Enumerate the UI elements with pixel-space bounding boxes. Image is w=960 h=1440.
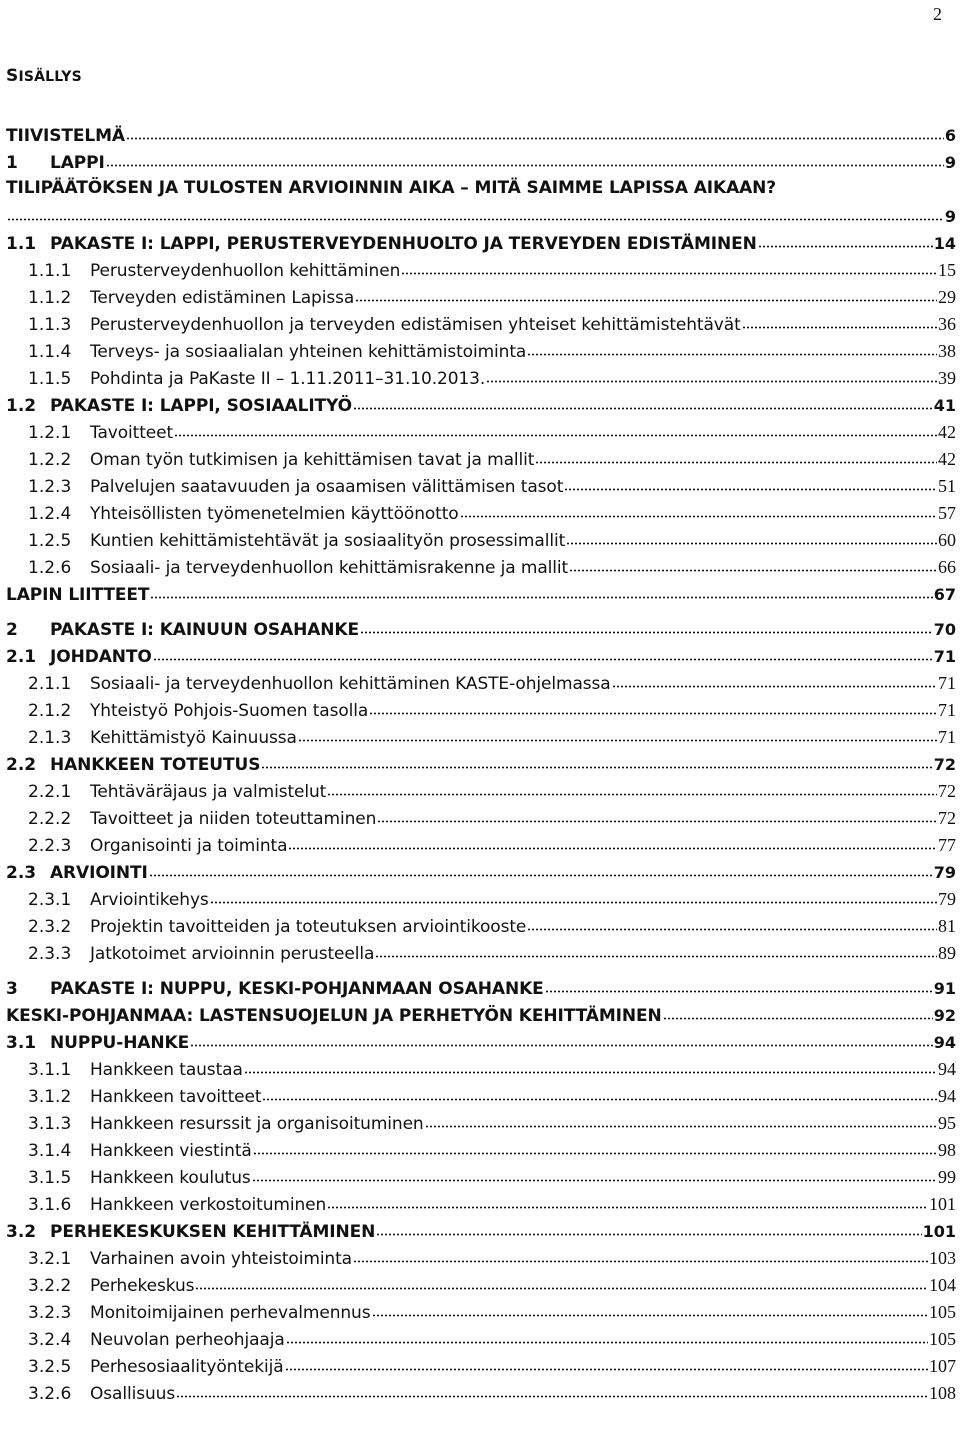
toc-entry-number: 3 <box>6 979 18 999</box>
toc-entry-number: 1.1 <box>6 234 37 254</box>
toc-entry-leader <box>372 1302 929 1319</box>
toc-entry-leader <box>298 727 937 744</box>
toc-entry-page: 81 <box>938 916 956 936</box>
toc-entry-title: Tavoitteet ja niiden toteuttaminen <box>90 809 377 829</box>
toc-entry-page: 57 <box>938 503 956 523</box>
toc-entry-leader <box>253 1140 937 1157</box>
toc-entry-page: 51 <box>938 476 956 496</box>
toc-heading-rest: ISÄLLYS <box>18 69 82 85</box>
toc-entry-main[interactable] <box>6 861 956 888</box>
toc-entry-leader <box>742 314 937 331</box>
toc-entry-leader <box>375 943 937 960</box>
toc-entry-page: 94 <box>938 1059 956 1079</box>
toc-entry-page: 107 <box>929 1356 956 1376</box>
toc-entry-leader <box>527 916 937 933</box>
toc-entry-title: NUPPU-HANKE <box>50 1033 190 1053</box>
toc-entry-leader <box>7 206 944 223</box>
toc-entry-sub[interactable] <box>6 286 956 313</box>
toc-entry-leader <box>355 287 937 304</box>
toc-entry-number: 1.1.4 <box>28 342 72 362</box>
toc-entry-title: HANKKEEN TOTEUTUS <box>50 755 261 775</box>
toc-entry-leader <box>353 1248 928 1265</box>
toc-entry-leader <box>377 808 937 825</box>
toc-entry-page: 71 <box>938 673 956 693</box>
toc-entry-number: 1.2.5 <box>28 531 72 551</box>
toc-entry-number: 2 <box>6 620 18 640</box>
toc-entry-leader <box>327 781 937 798</box>
toc-entry-title: Perusterveydenhuollon ja terveyden edistämisen yhteiset kehittämistehtävät <box>90 315 741 335</box>
toc-entry-number: 2.3.3 <box>28 944 72 964</box>
toc-entry-title: Hankkeen koulutus <box>90 1168 251 1188</box>
toc-entry-title: Osallisuus <box>90 1384 176 1404</box>
toc-entry-title: Pohdinta ja PaKaste II – 1.11.2011–31.10.2013. <box>90 369 486 389</box>
toc-entry-number: 1.2.2 <box>28 450 72 470</box>
toc-entry-sub[interactable] <box>6 1328 956 1355</box>
toc-entry-title: Oman työn tutkimisen ja kehittämisen tavat ja mallit <box>90 450 535 470</box>
toc-heading <box>6 66 82 86</box>
toc-entry-main[interactable] <box>6 151 956 178</box>
toc-entry-sub[interactable] <box>6 1166 956 1193</box>
toc-entry-number: 1.1.3 <box>28 315 72 335</box>
toc-entry-sub[interactable] <box>6 502 956 529</box>
toc-entry-number: 1.1.2 <box>28 288 72 308</box>
toc-entry-page: 103 <box>929 1248 956 1268</box>
toc-entry-sub[interactable] <box>6 1301 956 1328</box>
toc-entry-page: 71 <box>938 700 956 720</box>
toc-entry-sub[interactable] <box>6 556 956 583</box>
toc-entry-leader <box>174 422 937 439</box>
toc-entry-leader <box>353 395 933 412</box>
toc-entry-number: 2.1.2 <box>28 701 72 721</box>
toc-entry-leader <box>106 152 944 169</box>
toc-entry-number: 3.1.6 <box>28 1195 72 1215</box>
toc-entry-leader <box>150 584 932 601</box>
toc-entry-title: Tehtäväräjaus ja valmistelut <box>90 782 327 802</box>
toc-entry-leader <box>126 125 944 142</box>
toc-entry-title: Neuvolan perheohjaaja <box>90 1330 285 1350</box>
toc-entry-title: Perusterveydenhuollon kehittäminen <box>90 261 401 281</box>
toc-entry-number: 1 <box>6 153 18 173</box>
toc-entry-number: 2.2.2 <box>28 809 72 829</box>
toc-entry-title: LAPPI <box>50 153 105 173</box>
toc-entry-page: 66 <box>938 557 956 577</box>
page-number: 2 <box>933 4 942 24</box>
toc-entry-sub[interactable] <box>6 699 956 726</box>
toc-entry-page: 15 <box>938 260 956 280</box>
toc-entry-page: 9 <box>944 153 956 172</box>
toc-entry-main[interactable] <box>6 124 956 151</box>
toc-entry-number: 3.1.4 <box>28 1141 72 1161</box>
toc-entry-page: 99 <box>938 1167 956 1187</box>
toc-entry-title: ARVIOINTI <box>50 863 148 883</box>
toc-entry-number: 1.1.1 <box>28 261 72 281</box>
toc-entry-title: Hankkeen tavoitteet <box>90 1087 262 1107</box>
toc-entry-page: 42 <box>938 422 956 442</box>
toc-entry-main[interactable] <box>6 178 956 205</box>
toc-entry-title: JOHDANTO <box>50 647 152 667</box>
toc-entry-number: 2.1 <box>6 647 37 667</box>
toc-entry-title: PAKASTE I: KAINUUN OSAHANKE <box>50 620 359 640</box>
toc-entry-page: 60 <box>938 530 956 550</box>
toc-entry-leader <box>288 835 937 852</box>
toc-entry-sub[interactable] <box>6 340 956 367</box>
toc-entry-number: 1.2.6 <box>28 558 72 578</box>
toc-entry-title: TIIVISTELMÄ <box>6 126 125 146</box>
toc-entry-number: 1.2 <box>6 396 37 416</box>
toc-entry-sub[interactable] <box>6 1058 956 1085</box>
toc-entry-title: Monitoimijainen perhevalmennus <box>90 1303 371 1323</box>
toc-entry-page: 14 <box>933 234 956 253</box>
toc-entry-sub[interactable] <box>6 726 956 753</box>
toc-entry-page: 77 <box>938 835 956 855</box>
toc-entry-leader <box>545 978 933 995</box>
toc-entry-number: 3.2.2 <box>28 1276 72 1296</box>
toc-entry-title: Sosiaali- ja terveydenhuollon kehittäminen KASTE-ohjelmassa <box>90 674 611 694</box>
toc-entry-number: 1.1.5 <box>28 369 72 389</box>
toc-entry-number: 3.2.4 <box>28 1330 72 1350</box>
toc-entry-page: 95 <box>938 1113 956 1133</box>
toc-entry-main[interactable] <box>6 1031 956 1058</box>
toc-entry-sub[interactable] <box>6 1085 956 1112</box>
toc-entry-page: 72 <box>938 808 956 828</box>
toc-entry-title: Perhesosiaalityöntekijä <box>90 1357 284 1377</box>
toc-entry-sub[interactable] <box>6 367 956 394</box>
toc-heading-initial: S <box>6 66 19 86</box>
toc-entry-main[interactable] <box>6 645 956 672</box>
toc-entry-number: 2.1.3 <box>28 728 72 748</box>
toc-entry-number: 2.1.1 <box>28 674 72 694</box>
toc-entry-leader <box>401 260 937 277</box>
toc-entry-title: Terveys- ja sosiaalialan yhteinen kehittämistoiminta <box>90 342 527 362</box>
toc-entry-page: 92 <box>933 1006 956 1025</box>
toc-entry-title: Terveyden edistäminen Lapissa <box>90 288 355 308</box>
toc-entry-number: 2.3.1 <box>28 890 72 910</box>
toc-entry-leader <box>153 646 933 663</box>
toc-entry-title: Perhekeskus <box>90 1276 195 1296</box>
toc-entry-title: Organisointi ja toiminta <box>90 836 288 856</box>
toc-entry-leader <box>252 1167 937 1184</box>
toc-entry-page: 42 <box>938 449 956 469</box>
toc-entry-leader <box>425 1113 937 1130</box>
toc-entry-title: PAKASTE I: NUPPU, KESKI-POHJANMAAN OSAHANKE <box>50 979 544 999</box>
toc-entry-title: Varhainen avoin yhteistoiminta <box>90 1249 352 1269</box>
toc-entry-leader <box>327 1194 928 1211</box>
toc-entry-sub[interactable] <box>6 807 956 834</box>
toc-entry-sub[interactable] <box>6 942 956 969</box>
toc-entry-page: 94 <box>933 1033 956 1052</box>
toc-entry-leader <box>244 1059 937 1076</box>
toc-entry-sub[interactable] <box>6 1112 956 1139</box>
toc-entry-page: 72 <box>933 755 956 774</box>
toc-entry-title: KESKI-POHJANMAA: LASTENSUOJELUN JA PERHETYÖN KEHITTÄMINEN <box>6 1006 662 1026</box>
toc-entry-sub[interactable] <box>6 780 956 807</box>
toc-entry-page: 72 <box>938 781 956 801</box>
toc-entry-page: 71 <box>938 727 956 747</box>
toc-entry-page: 71 <box>933 647 956 666</box>
toc-entry-leader <box>176 1383 928 1400</box>
toc-entry-title: Yhteisöllisten työmenetelmien käyttöönotto <box>90 504 459 524</box>
toc-entry-title: Tavoitteet <box>90 423 174 443</box>
toc-entry-main[interactable] <box>6 1004 956 1031</box>
toc-entry-number: 1.2.4 <box>28 504 72 524</box>
toc-entry-leader <box>527 341 937 358</box>
toc-entry-leader <box>285 1356 928 1373</box>
toc-entry-leader <box>569 557 937 574</box>
toc-entry-page: 79 <box>933 863 956 882</box>
toc-entry-title: Hankkeen verkostoituminen <box>90 1195 327 1215</box>
toc-entry-leader <box>369 700 937 717</box>
toc-entry-leader <box>286 1329 928 1346</box>
table-of-contents <box>6 124 956 1409</box>
toc-entry-number: 3.2.3 <box>28 1303 72 1323</box>
toc-entry-title: Sosiaali- ja terveydenhuollon kehittämisrakenne ja mallit <box>90 558 569 578</box>
toc-entry-page: 6 <box>944 126 956 145</box>
toc-entry-sub[interactable] <box>6 1247 956 1274</box>
toc-entry-sub[interactable] <box>6 313 956 340</box>
toc-entry-sub[interactable] <box>6 672 956 699</box>
toc-entry-number: 3.2.6 <box>28 1384 72 1404</box>
toc-entry-page: 89 <box>938 943 956 963</box>
toc-entry-title: Projektin tavoitteiden ja toteutuksen arviointikooste <box>90 917 527 937</box>
toc-entry-title: Hankkeen resurssit ja organisoituminen <box>90 1114 424 1134</box>
toc-entry-title: TILIPÄÄTÖKSEN JA TULOSTEN ARVIOINNIN AIKA – MITÄ SAIMME LAPISSA AIKAAN? <box>6 178 777 198</box>
toc-entry-page: 108 <box>929 1383 956 1403</box>
toc-entry-page: 94 <box>938 1086 956 1106</box>
toc-entry-number: 3.1.1 <box>28 1060 72 1080</box>
toc-entry-page: 105 <box>929 1302 956 1322</box>
toc-entry-page: 98 <box>938 1140 956 1160</box>
toc-entry-number: 3.2 <box>6 1222 37 1242</box>
toc-entry-number: 1.2.1 <box>28 423 72 443</box>
toc-entry-leader <box>612 673 937 690</box>
toc-entry-leader <box>261 754 932 771</box>
toc-entry-title: PAKASTE I: LAPPI, SOSIAALITYÖ <box>50 396 352 416</box>
toc-entry-sub[interactable] <box>6 888 956 915</box>
toc-entry-leader <box>758 233 933 250</box>
toc-entry-sub[interactable] <box>6 1382 956 1409</box>
toc-entry-number: 2.2.1 <box>28 782 72 802</box>
toc-entry-title: Kehittämistyö Kainuussa <box>90 728 297 748</box>
toc-entry-page: 39 <box>938 368 956 388</box>
toc-entry-page: 105 <box>929 1329 956 1349</box>
toc-entry-sub[interactable] <box>6 475 956 502</box>
toc-entry-sub[interactable] <box>6 448 956 475</box>
toc-entry-main[interactable] <box>6 232 956 259</box>
toc-entry-sub[interactable] <box>6 259 956 286</box>
toc-entry-page: 91 <box>933 979 956 998</box>
toc-entry-number: 3.1.5 <box>28 1168 72 1188</box>
toc-entry-title: Jatkotoimet arvioinnin perusteella <box>90 944 375 964</box>
toc-entry-title: Arviointikehys <box>90 890 209 910</box>
toc-entry-leader <box>376 1221 921 1238</box>
toc-entry-number: 3.1.3 <box>28 1114 72 1134</box>
toc-entry-page: 9 <box>944 207 956 226</box>
toc-entry-page: 29 <box>938 287 956 307</box>
toc-entry-page: 101 <box>929 1194 956 1214</box>
toc-entry-main[interactable] <box>6 1220 956 1247</box>
toc-entry-sub[interactable] <box>6 1274 956 1301</box>
toc-entry-page: 67 <box>933 585 956 604</box>
toc-entry-sub[interactable] <box>6 421 956 448</box>
toc-entry-leader <box>190 1032 933 1049</box>
toc-entry-leader <box>149 862 933 879</box>
toc-entry-main[interactable] <box>6 394 956 421</box>
toc-entry-leader <box>360 619 933 636</box>
toc-entry-number: 3.2.5 <box>28 1357 72 1377</box>
toc-entry-sub[interactable] <box>6 1139 956 1166</box>
toc-entry-main[interactable] <box>6 618 956 645</box>
toc-entry-leader <box>535 449 937 466</box>
toc-entry-title: PAKASTE I: LAPPI, PERUSTERVEYDENHUOLTO JA TERVEYDEN EDISTÄMINEN <box>50 234 757 254</box>
toc-entry-title: Palvelujen saatavuuden ja osaamisen välittämisen tasot <box>90 477 564 497</box>
toc-entry-number: 3.1.2 <box>28 1087 72 1107</box>
toc-entry-leader <box>663 1005 933 1022</box>
toc-entry-title: Yhteistyö Pohjois-Suomen tasolla <box>90 701 369 721</box>
toc-entry-page: 101 <box>922 1222 956 1241</box>
toc-entry-number: 2.2 <box>6 755 37 775</box>
toc-entry-page: 41 <box>933 396 956 415</box>
toc-entry-page: 36 <box>938 314 956 334</box>
toc-entry-page: 38 <box>938 341 956 361</box>
toc-entry-leader <box>460 503 937 520</box>
toc-entry-main[interactable] <box>6 583 956 610</box>
toc-entry-page: 70 <box>933 620 956 639</box>
toc-entry-number: 2.3.2 <box>28 917 72 937</box>
toc-entry-sub[interactable] <box>6 529 956 556</box>
toc-entry-number: 2.3 <box>6 863 37 883</box>
toc-entry-title: Hankkeen taustaa <box>90 1060 243 1080</box>
toc-entry-sub[interactable] <box>6 834 956 861</box>
toc-entry-title: Hankkeen viestintä <box>90 1141 252 1161</box>
toc-entry-main[interactable] <box>6 977 956 1004</box>
toc-entry-page: 104 <box>929 1275 956 1295</box>
toc-entry-number: 1.2.3 <box>28 477 72 497</box>
toc-entry-title: PERHEKESKUKSEN KEHITTÄMINEN <box>50 1222 376 1242</box>
toc-entry-title: LAPIN LIITTEET <box>6 585 150 605</box>
toc-entry-leader <box>210 889 937 906</box>
toc-entry-main[interactable] <box>6 753 956 780</box>
toc-entry-leader <box>486 368 937 385</box>
toc-entry-sub[interactable] <box>6 915 956 942</box>
toc-entry-leader <box>564 476 937 493</box>
toc-entry-leader <box>566 530 937 547</box>
toc-entry-page: 79 <box>938 889 956 909</box>
toc-entry-number: 3.2.1 <box>28 1249 72 1269</box>
toc-entry-sub[interactable] <box>6 1355 956 1382</box>
toc-entry-leader <box>195 1275 928 1292</box>
toc-entry-title: Kuntien kehittämistehtävät ja sosiaalityön prosessimallit <box>90 531 566 551</box>
toc-entry-sub[interactable] <box>6 1193 956 1220</box>
toc-entry-number: 3.1 <box>6 1033 37 1053</box>
toc-entry-number: 2.2.3 <box>28 836 72 856</box>
toc-entry-leader <box>262 1086 937 1103</box>
toc-entry-main[interactable] <box>6 205 956 232</box>
